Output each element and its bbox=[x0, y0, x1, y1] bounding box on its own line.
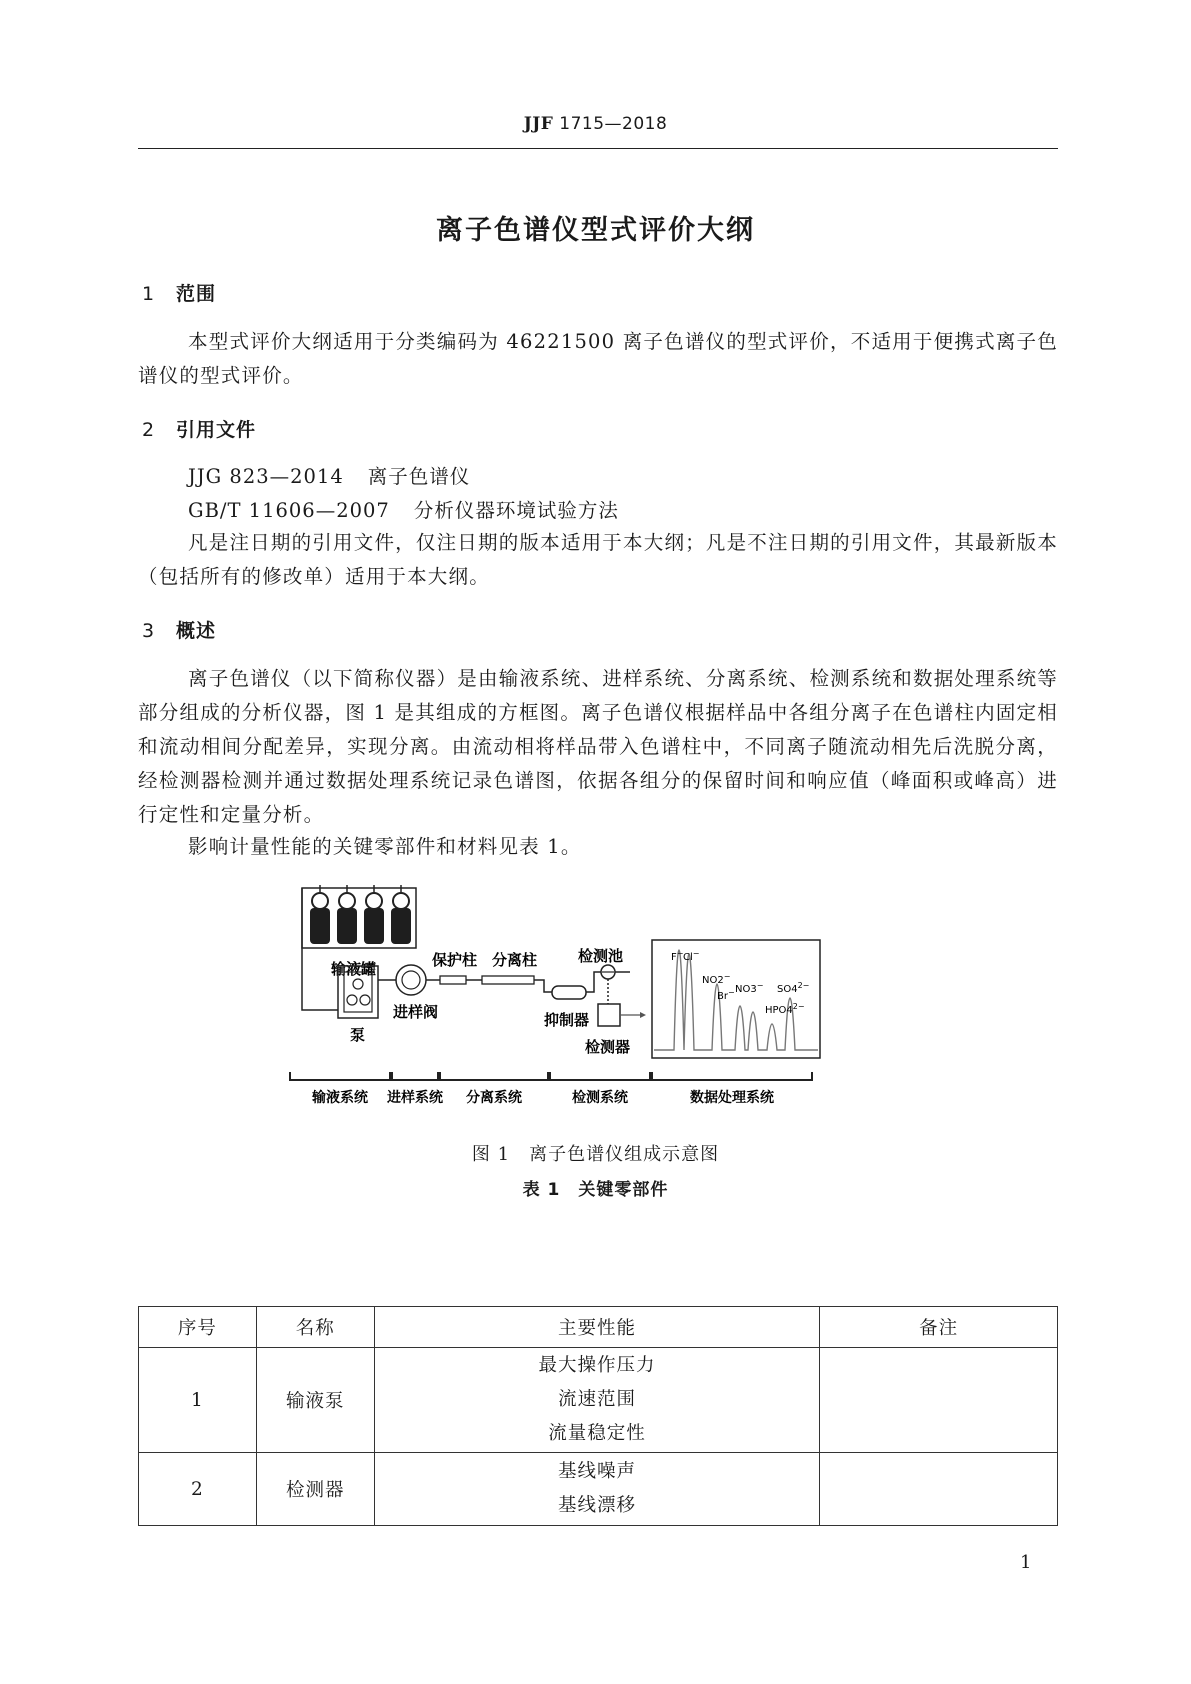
system-label: 数据处理系统 bbox=[690, 1090, 774, 1106]
label-separation-column: 分离柱 bbox=[492, 951, 538, 969]
code-number: 1715—2018 bbox=[553, 114, 668, 134]
ion-label: Cl− bbox=[683, 949, 700, 963]
header-rule bbox=[138, 148, 1058, 149]
detector-icon bbox=[598, 1004, 620, 1026]
section-title: 引用文件 bbox=[176, 419, 257, 441]
system-bracket bbox=[290, 1072, 390, 1080]
system-bracket bbox=[392, 1072, 438, 1080]
ion-label: NO2− bbox=[702, 972, 731, 986]
figure-caption: 图 1 离子色谱仪组成示意图 bbox=[471, 1144, 720, 1165]
performance-item: 最大操作压力 bbox=[538, 1355, 656, 1376]
reference-note-paragraph bbox=[138, 526, 1058, 594]
cell-name: 输液泵 bbox=[256, 1348, 374, 1453]
system-label: 分离系统 bbox=[466, 1090, 522, 1106]
ion-label: F− bbox=[671, 949, 684, 963]
system-bracket bbox=[652, 1072, 812, 1080]
overview-paragraph-2 bbox=[138, 830, 1058, 864]
ion-label: $HPO4^{2-}$ bbox=[765, 1002, 805, 1016]
injection-valve-icon bbox=[396, 965, 426, 995]
label-pump: 泵 bbox=[350, 1026, 366, 1044]
document-code-header bbox=[0, 114, 1191, 134]
section-heading-references bbox=[142, 415, 256, 442]
table-row bbox=[139, 1348, 1058, 1453]
table-header-row bbox=[139, 1307, 1058, 1348]
reference-item bbox=[188, 495, 619, 523]
eluent-tanks bbox=[302, 885, 416, 948]
label-suppressor: 抑制器 bbox=[544, 1011, 590, 1029]
overview-text: 离子色谱仪（以下简称仪器）是由输液系统、进样系统、分离系统、检测系统和数据处理系统等部分组成的分析仪器，图 1 是其组成的方框图。离子色谱仪根据样品中各组分离子在色谱柱内固定相和流动相间分配差异，实现分离。由流动相将样品带入色谱柱中，不同离子随流动相先后洗脱分离，经检测器检测并通过数据处理系统记录色谱图，依据各组分的保留时间和响应值（峰面积或峰高）进行定性和定量分析。 bbox=[138, 667, 1058, 826]
cell-name: 检测器 bbox=[256, 1453, 374, 1526]
label-valve: 进样阀 bbox=[393, 1003, 439, 1021]
overview-paragraph bbox=[138, 662, 1058, 832]
performance-item: 基线漂移 bbox=[557, 1495, 636, 1516]
reference-name: 分析仪器环境试验方法 bbox=[413, 499, 619, 522]
page-number: 1 bbox=[1020, 1552, 1032, 1573]
table-caption: 表 1 关键零部件 bbox=[522, 1180, 669, 1200]
performance-item: 流速范围 bbox=[557, 1389, 636, 1410]
system-bracket bbox=[440, 1072, 548, 1080]
header-note: 备注 bbox=[820, 1307, 1058, 1348]
ion-label: NO3− bbox=[735, 981, 764, 995]
header-no: 序号 bbox=[139, 1307, 257, 1348]
section-heading-overview bbox=[142, 616, 216, 643]
table-row bbox=[139, 1453, 1058, 1526]
section-title: 概述 bbox=[176, 620, 217, 642]
system-label: 输液系统 bbox=[312, 1090, 368, 1106]
performance-item: 基线噪声 bbox=[557, 1461, 636, 1482]
section-heading-scope bbox=[142, 279, 216, 306]
scope-paragraph bbox=[138, 325, 1058, 393]
label-detector: 检测器 bbox=[585, 1038, 631, 1056]
section-number: 3 bbox=[142, 620, 156, 642]
cell-no: 1 bbox=[139, 1348, 257, 1453]
header-performance: 主要性能 bbox=[374, 1307, 819, 1348]
overview-text-2: 影响计量性能的关键零部件和材料见表 1。 bbox=[188, 835, 582, 858]
system-bracket bbox=[550, 1072, 650, 1080]
reference-note: 凡是注日期的引用文件，仅注日期的版本适用于本大纲；凡是不注日期的引用文件，其最新版本（包括所有的修改单）适用于本大纲。 bbox=[138, 531, 1058, 588]
scope-text: 本型式评价大纲适用于分类编码为 46221500 离子色谱仪的型式评价，不适用于便携式离子色谱仪的型式评价。 bbox=[138, 330, 1058, 387]
suppressor-icon bbox=[552, 986, 586, 999]
section-title: 范围 bbox=[176, 283, 217, 305]
reference-item bbox=[188, 461, 470, 489]
label-tank: 输液罐 bbox=[331, 960, 377, 978]
cell-performance bbox=[374, 1348, 819, 1453]
key-components-table bbox=[138, 1306, 1058, 1526]
reference-code: GB/T 11606—2007 bbox=[188, 499, 390, 522]
system-label: 检测系统 bbox=[572, 1090, 628, 1106]
reference-code: JJG 823—2014 bbox=[188, 465, 344, 488]
cell-note bbox=[820, 1348, 1058, 1453]
cell-performance bbox=[374, 1453, 819, 1526]
section-number: 1 bbox=[142, 283, 156, 305]
system-brackets bbox=[290, 1072, 812, 1106]
reference-name: 离子色谱仪 bbox=[367, 465, 471, 488]
label-detection-cell: 检测池 bbox=[578, 947, 624, 965]
header-name: 名称 bbox=[256, 1307, 374, 1348]
guard-column-icon bbox=[440, 976, 466, 984]
tank-line bbox=[302, 888, 338, 1010]
cell-no: 2 bbox=[139, 1453, 257, 1526]
ion-label: $SO4^{2-}$ bbox=[777, 981, 810, 995]
separation-column-icon bbox=[482, 976, 534, 984]
cell-note bbox=[820, 1453, 1058, 1526]
section-number: 2 bbox=[142, 419, 156, 441]
performance-item: 流量稳定性 bbox=[548, 1423, 646, 1444]
ion-label: Br− bbox=[717, 988, 735, 1002]
code-prefix: JJF bbox=[523, 114, 554, 134]
page-title: 离子色谱仪型式评价大纲 bbox=[436, 215, 755, 246]
label-guard-column: 保护柱 bbox=[432, 951, 478, 969]
system-label: 进样系统 bbox=[387, 1090, 443, 1106]
